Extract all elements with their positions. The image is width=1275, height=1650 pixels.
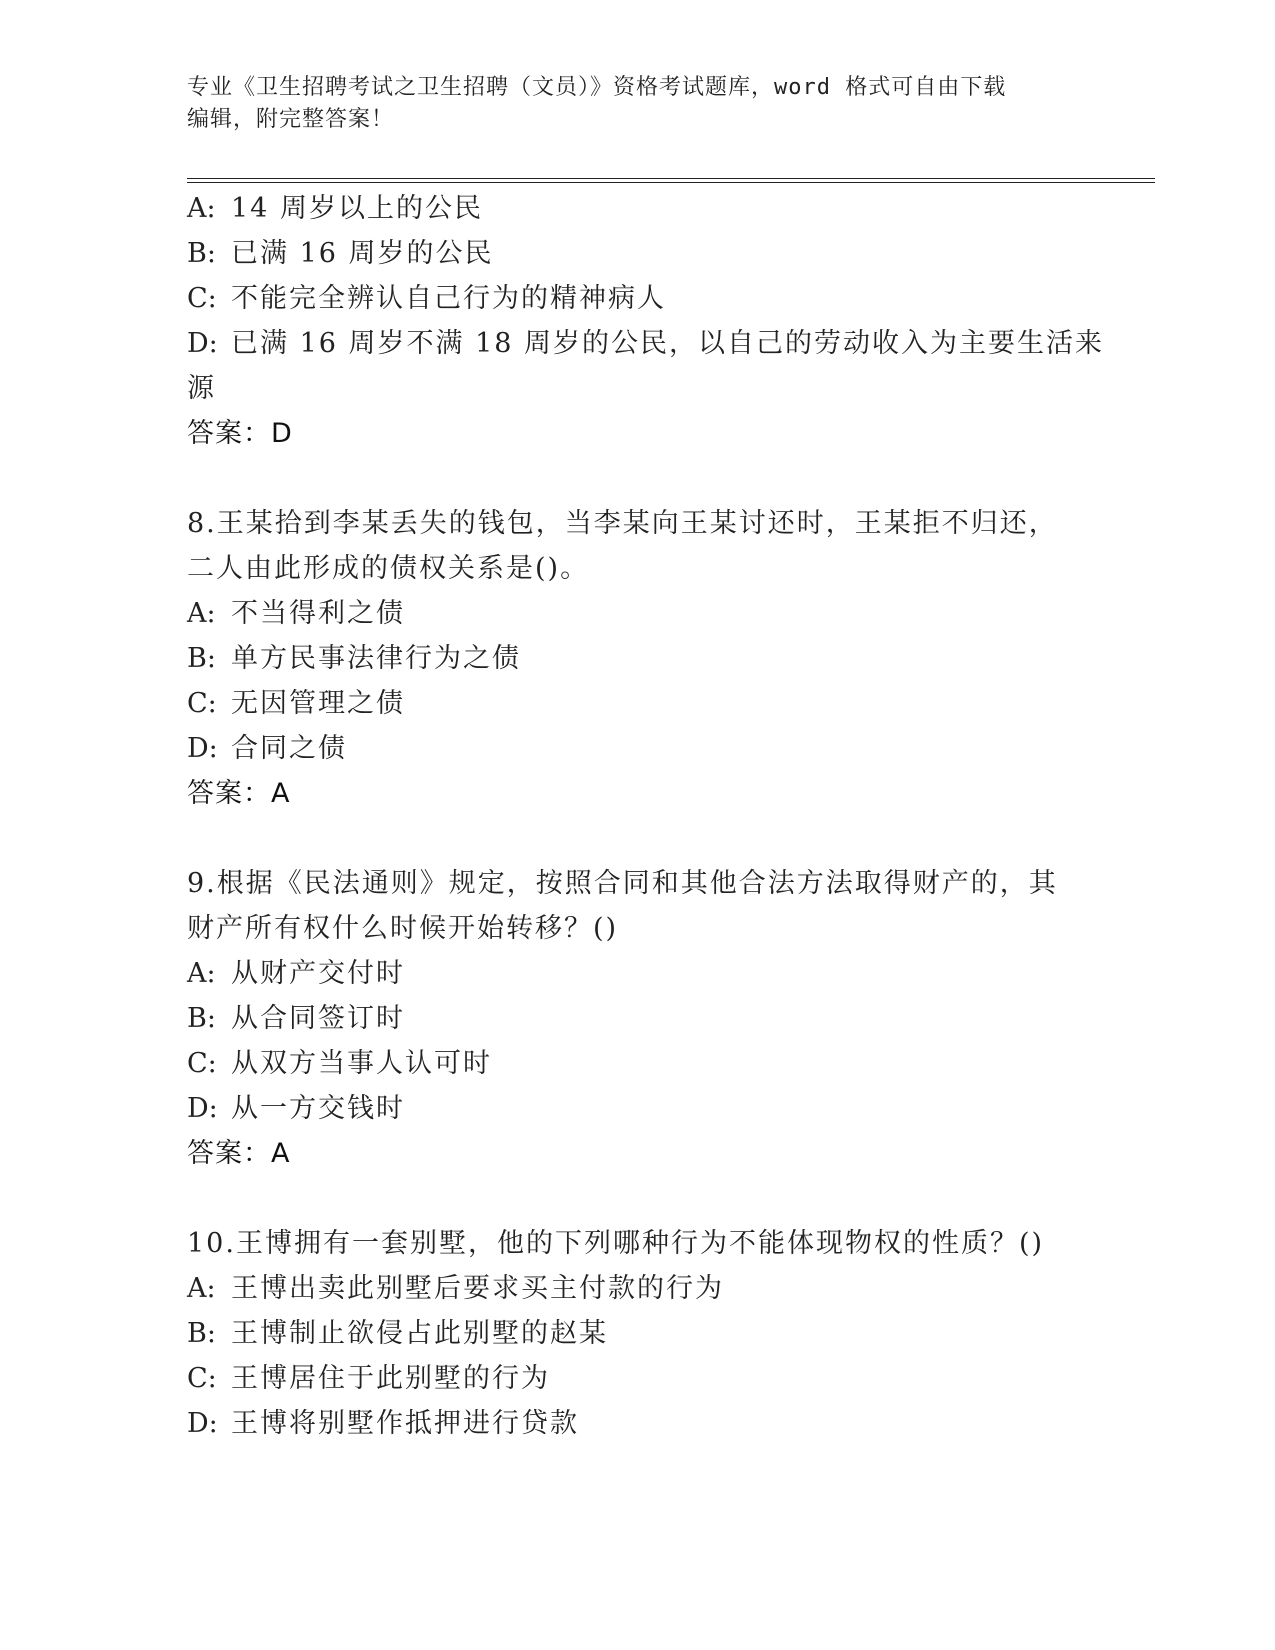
- option-label: B:: [187, 238, 216, 269]
- header-divider-bottom: [187, 182, 1155, 183]
- q8-option-b: [187, 644, 521, 674]
- q8-option-a: [187, 599, 405, 629]
- option-label: C:: [187, 1048, 217, 1079]
- option-label: A:: [187, 598, 216, 629]
- option-text: 14 周岁以上的公民: [231, 193, 483, 224]
- q8-answer: 答案：A: [187, 778, 291, 809]
- option-label: A:: [187, 193, 216, 224]
- q9-stem-line-2: 财产所有权什么时候开始转移？(): [187, 913, 619, 944]
- option-text: 从一方交钱时: [231, 1093, 405, 1124]
- q10-option-a: [187, 1274, 724, 1304]
- option-text: 合同之债: [231, 733, 347, 764]
- option-text: 王博居住于此别墅的行为: [231, 1363, 550, 1394]
- q10-stem-line-1: 10.王博拥有一套别墅，他的下列哪种行为不能体现物权的性质？(): [187, 1228, 1045, 1259]
- q8-stem-line-2: 二人由此形成的债权关系是()。: [187, 553, 590, 584]
- header-divider-top: [187, 178, 1155, 179]
- q8-option-d: [187, 734, 347, 764]
- option-text: 单方民事法律行为之债: [231, 643, 521, 674]
- option-text: 不当得利之债: [231, 598, 405, 629]
- option-text: 无因管理之债: [231, 688, 405, 719]
- option-text: 已满 16 周岁不满 18 周岁的公民，以自己的劳动收入为主要生活来: [231, 328, 1105, 359]
- option-text: 王博出卖此别墅后要求买主付款的行为: [231, 1273, 724, 1304]
- option-text: 从合同签订时: [231, 1003, 405, 1034]
- q9-option-d: [187, 1094, 405, 1124]
- option-label: B:: [187, 1003, 216, 1034]
- option-label: A:: [187, 958, 216, 989]
- q9-option-b: [187, 1004, 405, 1034]
- q7-option-b: [187, 239, 494, 269]
- q9-answer: 答案：A: [187, 1138, 291, 1169]
- q7-option-c: [187, 284, 666, 314]
- option-label: D:: [187, 328, 218, 359]
- q8-option-c: [187, 689, 405, 719]
- q9-option-c: [187, 1049, 492, 1079]
- option-text: 不能完全辨认自己行为的精神病人: [231, 283, 666, 314]
- q7-option-d-continuation: 源: [187, 373, 216, 404]
- document-header: [187, 72, 1067, 136]
- q10-option-c: [187, 1364, 550, 1394]
- option-label: D:: [187, 1408, 218, 1439]
- option-label: B:: [187, 1318, 216, 1349]
- option-text: 王博制止欲侵占此别墅的赵某: [231, 1318, 608, 1349]
- q7-option-a: [187, 194, 483, 224]
- option-label: D:: [187, 733, 218, 764]
- header-line-2: 编辑，附完整答案！: [187, 107, 395, 132]
- option-label: A:: [187, 1273, 216, 1304]
- q7-option-d: [187, 329, 1104, 359]
- option-label: D:: [187, 1093, 218, 1124]
- option-text: 已满 16 周岁的公民: [231, 238, 494, 269]
- option-text: 王博将别墅作抵押进行贷款: [231, 1408, 579, 1439]
- q9-option-a: [187, 959, 405, 989]
- q10-option-b: [187, 1319, 608, 1349]
- option-label: C:: [187, 283, 217, 314]
- option-text: 从财产交付时: [231, 958, 405, 989]
- option-text: 从双方当事人认可时: [231, 1048, 492, 1079]
- option-label: C:: [187, 1363, 217, 1394]
- q8-stem-line-1: 8.王某拾到李某丢失的钱包，当李某向王某讨还时，王某拒不归还，: [187, 508, 1058, 539]
- option-label: B:: [187, 643, 216, 674]
- q9-stem-line-1: 9.根据《民法通则》规定，按照合同和其他合法方法取得财产的，其: [187, 868, 1058, 899]
- option-label: C:: [187, 688, 217, 719]
- header-line-1: 专业《卫生招聘考试之卫生招聘（文员）》资格考试题库，word 格式可自由下载: [187, 75, 1007, 100]
- q7-answer: 答案：D: [187, 418, 293, 449]
- q10-option-d: [187, 1409, 579, 1439]
